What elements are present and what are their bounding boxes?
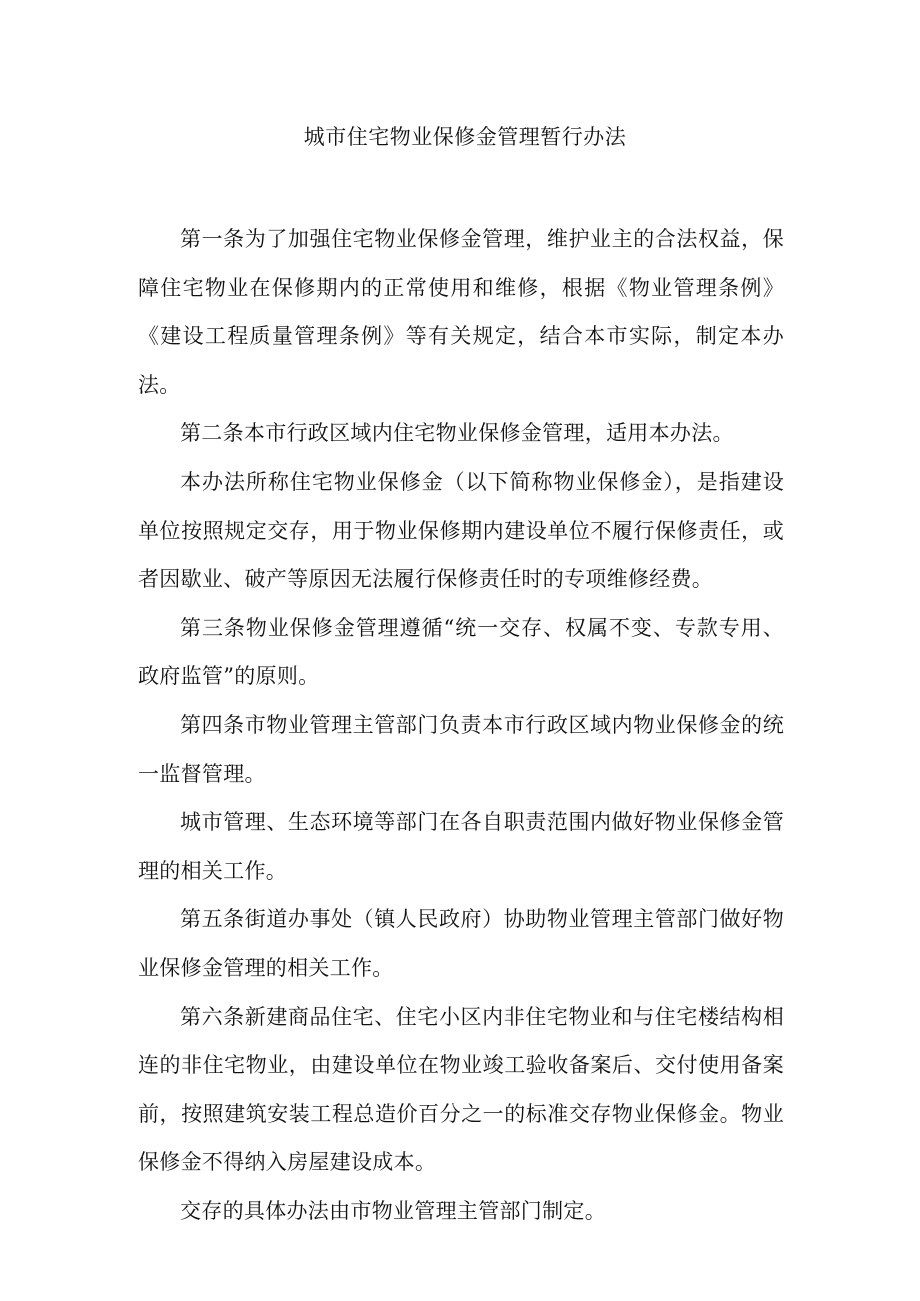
paragraph-deposit-rules: 交存的具体办法由市物业管理主管部门制定。	[180, 1198, 606, 1223]
paragraph-article-6: 第六条新建商品住宅、住宅小区内非住宅物业和与住宅楼结构相连的非住宅物业，由建设单位在物业竣工验收备案后、交付使用备案前，按照建筑安装工程总造价百分之一的标准交存物业保修金。物业保修金不得纳入房屋建设成本。	[138, 1004, 784, 1175]
paragraph-department-duties: 城市管理、生态环境等部门在各自职责范围内做好物业保修金管理的相关工作。	[138, 810, 784, 883]
paragraph-article-4: 第四条市物业管理主管部门负责本市行政区域内物业保修金的统一监督管理。	[138, 712, 784, 786]
paragraph-article-5: 第五条街道办事处（镇人民政府）协助物业管理主管部门做好物业保修金管理的相关工作。	[138, 907, 784, 980]
paragraph-article-2: 第二条本市行政区域内住宅物业保修金管理，适用本办法。	[180, 421, 734, 446]
paragraph-definition: 本办法所称住宅物业保修金（以下简称物业保修金），是指建设单位按照规定交存，用于物业保修期内建设单位不履行保修责任，或者因歇业、破产等原因无法履行保修责任时的专项维修经费。	[138, 469, 784, 592]
paragraph-article-1: 第一条为了加强住宅物业保修金管理，维护业主的合法权益，保障住宅物业在保修期内的正常使用和维修，根据《物业管理条例》《建设工程质量管理条例》等有关规定，结合本市实际，制定本办法。	[138, 227, 784, 397]
paragraph-article-3: 第三条物业保修金管理遵循“统一交存、权属不变、专款专用、政府监管”的原则。	[138, 615, 784, 689]
document-title: 城市住宅物业保修金管理暂行办法	[303, 125, 627, 149]
document-body	[138, 215, 784, 1235]
